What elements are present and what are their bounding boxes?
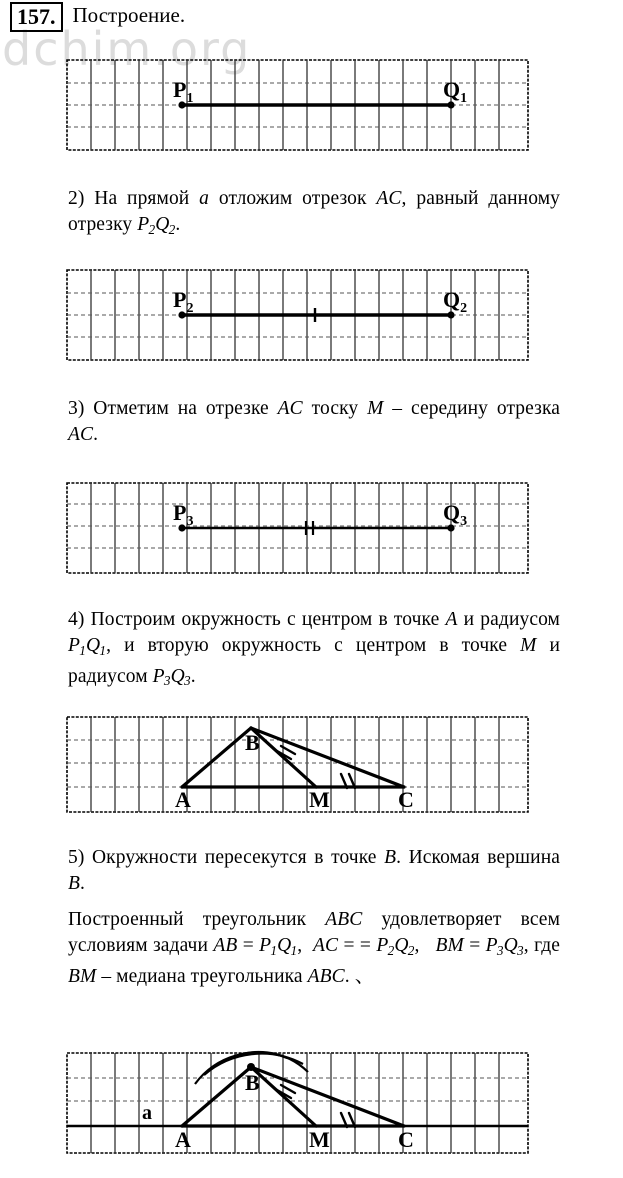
segment-p1q1-labels: [173, 77, 467, 106]
page-header: [10, 2, 185, 32]
grid-lines: [67, 1053, 528, 1153]
figure-triangle-abc: [63, 712, 533, 817]
label-q2: $Q_2$: [443, 287, 468, 316]
arc-extra: [223, 1052, 308, 1072]
step-5-text: 5) Окружности пересекутся в точке B. Искомая вершина B.: [68, 847, 560, 894]
grid-lines: [67, 717, 528, 812]
label-p2: $P_2$: [173, 287, 194, 316]
segment-p1q1-svg: [63, 55, 533, 155]
site-watermark: dchim.org: [2, 22, 252, 76]
label-c: C: [398, 1127, 414, 1152]
conclusion-text: Построенный треугольник ABC удовлетворяет всем условиям задачи AB = $P_1Q_1$, AC = = $P_2Q_2$, BM = $P_3Q_3$, где BM – медиана треугольника ABC. 、: [68, 909, 561, 987]
step-2-text: 2) На прямой a отложим отрезок AC, равный данному отрезку $P_2Q_2$.: [68, 188, 560, 237]
triangle-abc-shape: [182, 728, 404, 787]
step-3-text: 3) Отметим на отрезке AC тоску M – середину отрезка AC.: [68, 398, 560, 445]
label-b: B: [245, 730, 260, 755]
triangle-abc-svg: [63, 712, 533, 817]
figure-segment-p1q1: [63, 55, 533, 155]
label-line-a: a: [142, 1102, 152, 1124]
side-bc: [251, 728, 404, 787]
side-ab: [182, 1067, 251, 1126]
segment-p1q1-line: [178, 101, 454, 108]
triangle-abc-shape: [182, 1063, 404, 1126]
segment-p2q2-line: [178, 308, 454, 322]
task-number-badge: 157.: [10, 2, 63, 32]
figure-segment-p3q3: [63, 478, 533, 578]
label-q3: $Q_3$: [443, 500, 468, 529]
segment-p2q2-svg: [63, 265, 533, 365]
triangle-abc-line-a-svg: [63, 1048, 533, 1168]
label-a: A: [175, 787, 191, 812]
side-bc: [251, 1067, 404, 1126]
triangle-abc-line-a-labels: [142, 1070, 414, 1152]
step-4-text: 4) Построим окружность с центром в точке A и радиусом $P_1Q_1$, и вторую окружность с центром в точке M и радиусом $P_3Q_3$.: [68, 609, 560, 689]
side-ab: [182, 728, 251, 787]
label-a: A: [175, 1127, 191, 1152]
label-p3: $P_3$: [173, 500, 194, 529]
segment-p3q3-svg: [63, 478, 533, 578]
label-c: C: [398, 787, 414, 812]
figure-triangle-abc-line-a: [63, 1048, 533, 1168]
label-b: B: [245, 1070, 260, 1095]
figure-segment-p2q2: [63, 265, 533, 365]
segment-p3q3-line: [178, 521, 454, 535]
label-q1: $Q_1$: [443, 77, 468, 106]
page-title: Построение.: [72, 3, 186, 27]
label-m: M: [309, 1127, 330, 1152]
segment-p2q2-labels: [173, 287, 467, 316]
label-m: M: [309, 787, 330, 812]
label-p1: $P_1$: [173, 77, 194, 106]
